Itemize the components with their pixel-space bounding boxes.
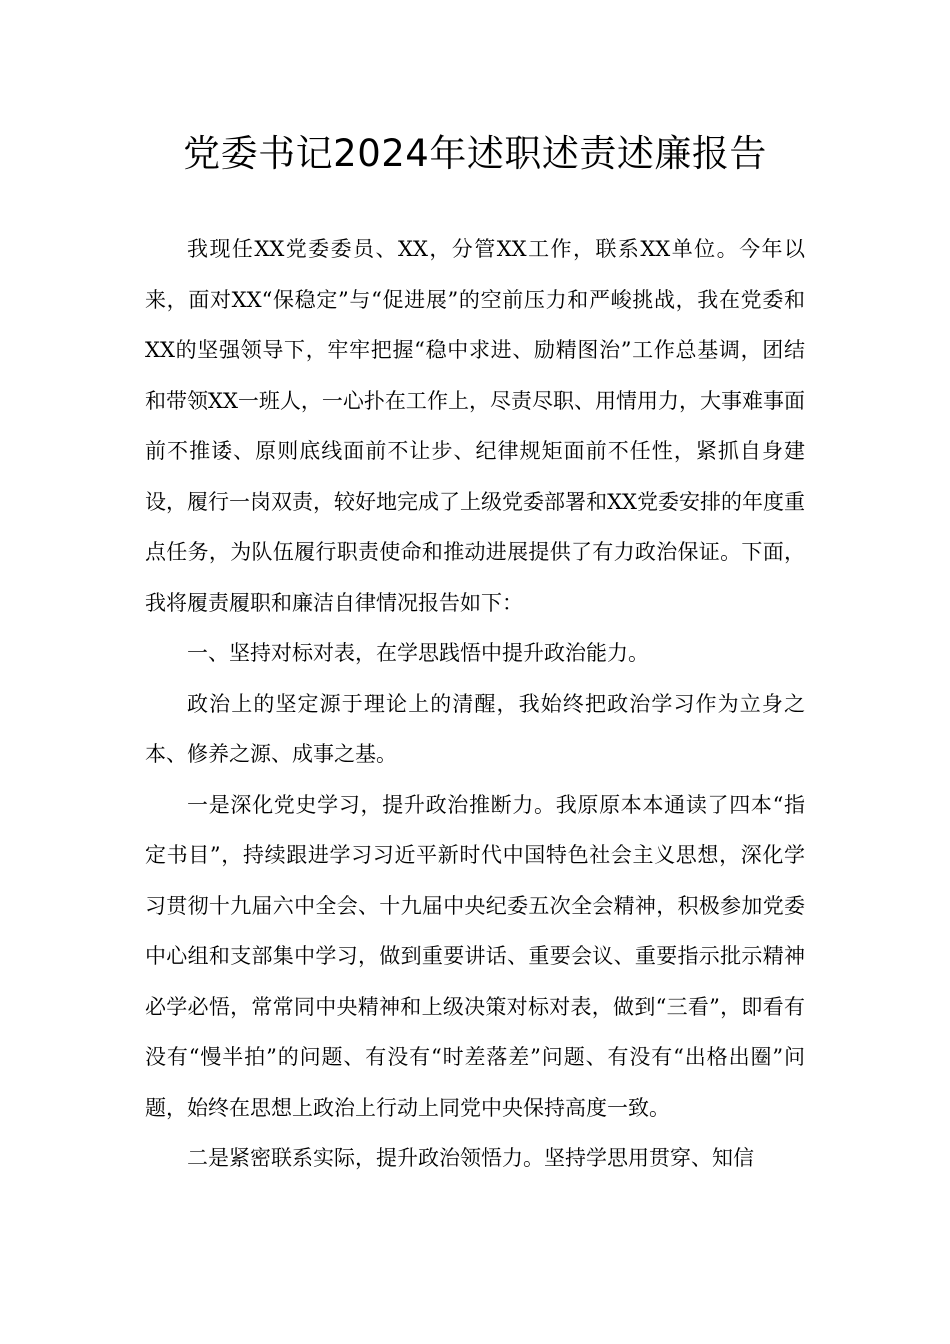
paragraph-intro: 我现任XX党委委员、XX，分管XX工作，联系XX单位。今年以来，面对XX“保稳定”与“促进展”的空前压力和严峻挑战，我在党委和XX的坚强领导下，牢牢把握“稳中求进、励精图治”工作总基调，团结和带领XX一班人，一心扑在工作上，尽责尽职、用情用力，大事难事面前不推诿、原则底线面前不让步、纪律规矩面前不任性，紧抓自身建设，履行一岗双责，较好地完成了上级党委部署和XX党委安排的年度重点任务，为队伍履行职责使命和推动进展提供了有力政治保证。下面，我将履责履职和廉洁自律情况报告如下： <box>145 237 805 615</box>
paragraph-political-study: 政治上的坚定源于理论上的清醒，我始终把政治学习作为立身之本、修养之源、成事之基。 <box>145 691 805 766</box>
paragraph-point-two: 二是紧密联系实际，提升政治领悟力。坚持学思用贯穿、知信 <box>187 1146 754 1170</box>
section-heading-1: 一、坚持对标对表，在学思践悟中提升政治能力。 <box>187 641 649 665</box>
paragraph-point-one: 一是深化党史学习，提升政治推断力。我原原本本通读了四本“指定书目”，持续跟进学习习近平新时代中国特色社会主义思想，深化学习贯彻十九届六中全会、十九届中央纪委五次全会精神，积极参加党委中心组和支部集中学习，做到重要讲话、重要会议、重要指示批示精神必学必悟，常常同中央精神和上级决策对标对表，做到“三看”，即看有没有“慢半拍”的问题、有没有“时差落差”问题、有没有“出格出圈”问题，始终在思想上政治上行动上同党中央保持高度一致。 <box>145 792 805 1120</box>
document-body <box>145 224 805 1184</box>
document-title: 党委书记2024年述职述责述廉报告 <box>183 132 767 175</box>
